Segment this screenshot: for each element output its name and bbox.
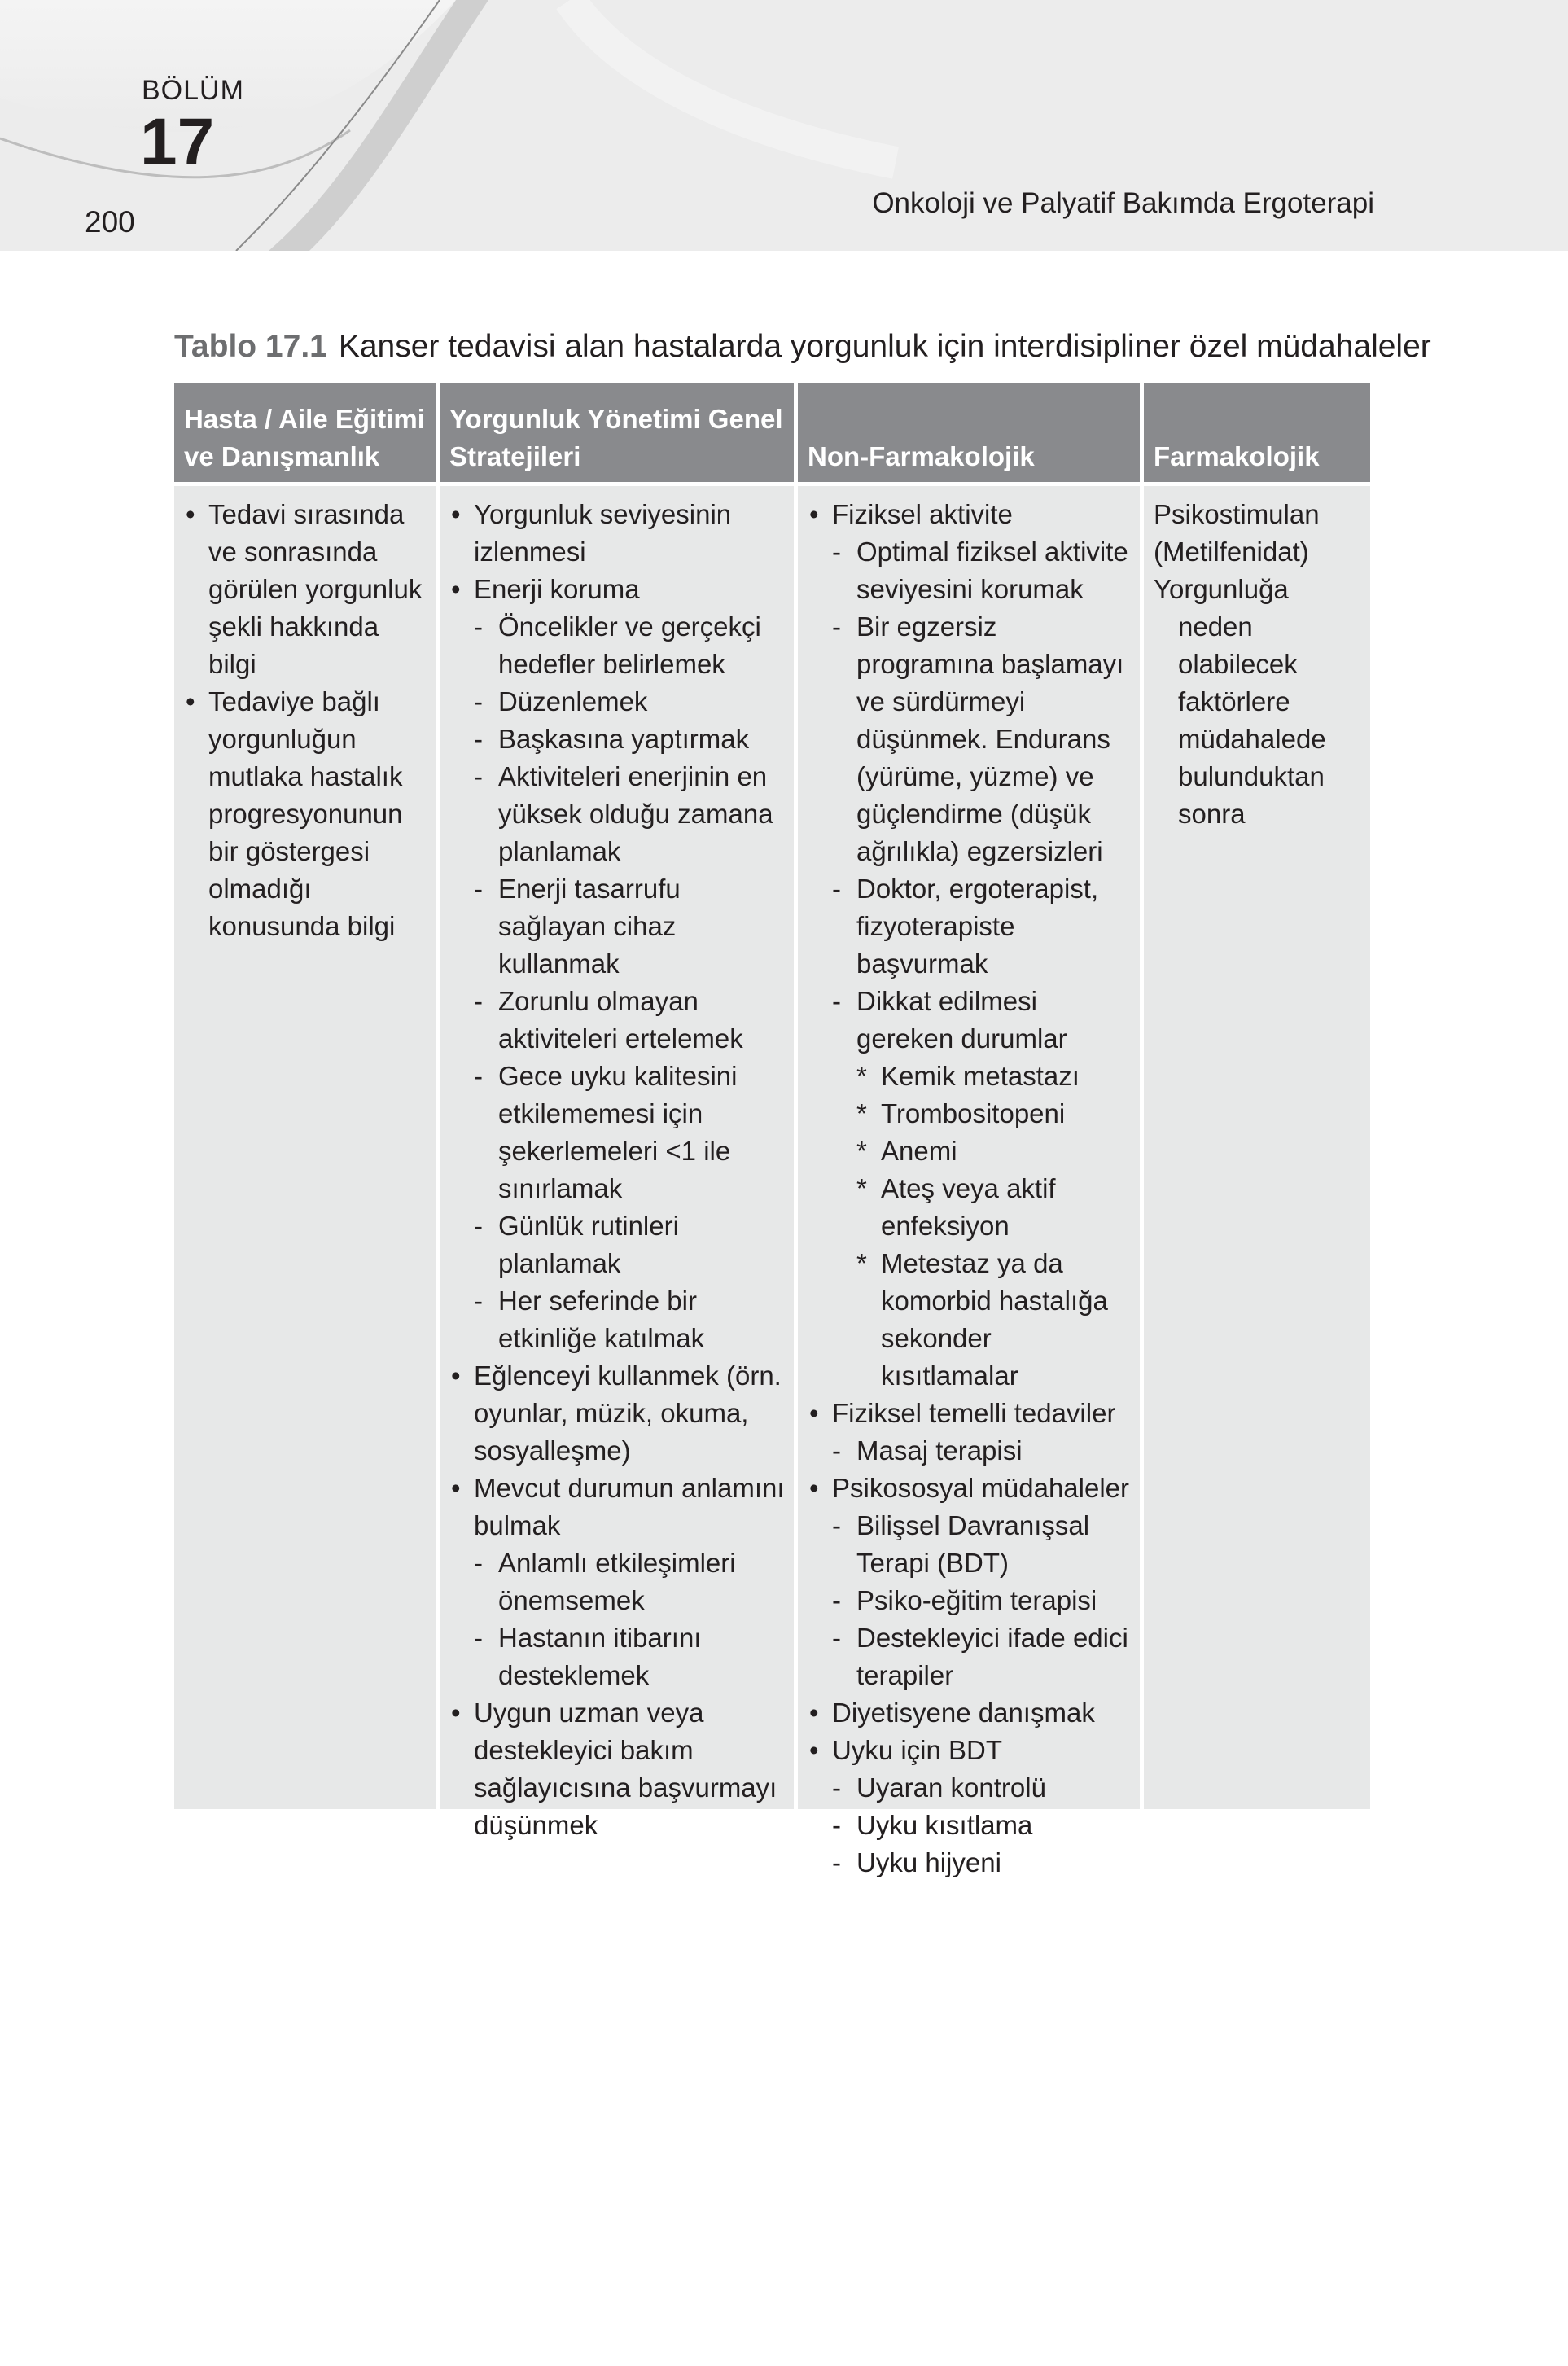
table-caption-label: Tablo 17.1	[174, 329, 327, 364]
column-header	[440, 383, 794, 482]
column-body	[798, 486, 1140, 1877]
list-item: - Destekleyici ifade edici terapiler	[808, 1619, 1133, 1694]
list-item: • Fiziksel aktivite	[808, 496, 1133, 533]
list-item: Yorgunluğa neden olabilecek faktörlere müdahalede bulunduktan sonra	[1154, 574, 1326, 829]
table-column-non-pharmacological	[798, 383, 1140, 1877]
list-item: - Başkasına yaptırmak	[449, 721, 787, 758]
list-item: - Bilişsel Davranışsal Terapi (BDT)	[808, 1507, 1133, 1582]
list-item: - Günlük rutinleri planlamak	[449, 1207, 787, 1282]
list-item: - Gece uyku kalitesini etkilememesi için şekerlemeleri <1 ile sınırlamak	[449, 1058, 787, 1207]
list-item: • Tedaviye bağlı yorgunluğun mutlaka hastalık progresyonunun bir göstergesi olmadığı konusunda bilgi	[184, 683, 429, 945]
list-item: - Enerji tasarrufu sağlayan cihaz kullanmak	[449, 870, 787, 983]
list-item: • Mevcut durumun anlamını bulmak	[449, 1470, 787, 1544]
list-item: - Anlamlı etkileşimleri önemsemek	[449, 1544, 787, 1619]
column-header-line: Yorgunluk Yönetimi Genel	[449, 404, 783, 434]
list-item: - Uyku kısıtlama	[808, 1807, 1133, 1844]
column-body	[440, 486, 794, 1840]
running-title: Onkoloji ve Palyatif Bakımda Ergoterapi	[872, 187, 1374, 219]
list-item: - Her seferinde bir etkinliğe katılmak	[449, 1282, 787, 1357]
list-item: - Uyaran kontrolü	[808, 1769, 1133, 1807]
list-item: Psikostimulan (Metilfenidat)	[1154, 499, 1320, 567]
column-header-line: Hasta / Aile Eğitimi	[184, 404, 425, 434]
list-item: - Öncelikler ve gerçekçi hedefler belirlemek	[449, 608, 787, 683]
list-item: - Optimal fiziksel aktivite seviyesini korumak	[808, 533, 1133, 608]
list-item: - Masaj terapisi	[808, 1432, 1133, 1470]
list-item: • Diyetisyene danışmak	[808, 1694, 1133, 1732]
list-item: • Fiziksel temelli tedaviler	[808, 1395, 1133, 1432]
list-item: • Eğlenceyi kullanmek (örn. oyunlar, müzik, okuma, sosyalleşme)	[449, 1357, 787, 1470]
list-item: • Psikososyal müdahaleler	[808, 1470, 1133, 1507]
list-item: • Yorgunluk seviyesinin izlenmesi	[449, 496, 787, 571]
chapter-number: 17	[140, 105, 215, 179]
table-column-pharmacological	[1144, 383, 1370, 1809]
column-body	[1144, 486, 1370, 1809]
list-item: - Hastanın itibarını desteklemek	[449, 1619, 787, 1694]
column-header-line: Non-Farmakolojik	[808, 441, 1035, 471]
list-item: * Ateş veya aktif enfeksiyon	[808, 1170, 1133, 1245]
page-number: 200	[85, 205, 135, 239]
list-item: * Trombositopeni	[808, 1095, 1133, 1133]
list-item: - Düzenlemek	[449, 683, 787, 721]
list-item: - Uyku hijyeni	[808, 1844, 1133, 1882]
page-header	[0, 0, 1568, 251]
column-header-line: ve Danışmanlık	[184, 441, 380, 471]
table-caption-text: Kanser tedavisi alan hastalarda yorgunluk için interdisipliner özel müdahaleler	[338, 329, 1431, 364]
list-item: - Psiko-eğitim terapisi	[808, 1582, 1133, 1619]
list-item: - Bir egzersiz programına başlamayı ve sürdürmeyi düşünmek. Endurans (yürüme, yüzme) ve güçlendirme (düşük ağrılıkla) egzersizleri	[808, 608, 1133, 870]
table-caption	[174, 329, 1431, 365]
list-item: - Doktor, ergoterapist, fizyoterapiste başvurmak	[808, 870, 1133, 983]
column-header-line: Farmakolojik	[1154, 441, 1320, 471]
interventions-table	[174, 383, 1374, 1877]
column-header	[174, 383, 436, 482]
column-header	[798, 383, 1140, 482]
list-item: • Tedavi sırasında ve sonrasında görülen yorgunluk şekli hakkında bilgi	[184, 496, 429, 683]
chapter-label: BÖLÜM	[142, 75, 244, 106]
column-body	[174, 486, 436, 1809]
list-item: * Kemik metastazı	[808, 1058, 1133, 1095]
list-item: • Uyku için BDT	[808, 1732, 1133, 1769]
list-item: - Aktiviteleri enerjinin en yüksek olduğu zamana planlamak	[449, 758, 787, 870]
column-header	[1144, 383, 1370, 482]
list-item: • Uygun uzman veya destekleyici bakım sağlayıcısına başvurmayı düşünmek	[449, 1694, 787, 1844]
list-item: * Metestaz ya da komorbid hastalığa sekonder kısıtlamalar	[808, 1245, 1133, 1395]
list-item: • Enerji koruma	[449, 571, 787, 608]
list-item: - Dikkat edilmesi gereken durumlar	[808, 983, 1133, 1058]
column-header-line: Stratejileri	[449, 441, 581, 471]
list-item: * Anemi	[808, 1133, 1133, 1170]
table-column-education-counseling	[174, 383, 436, 1809]
list-item: - Zorunlu olmayan aktiviteleri ertelemek	[449, 983, 787, 1058]
table-column-general-strategies	[440, 383, 794, 1840]
